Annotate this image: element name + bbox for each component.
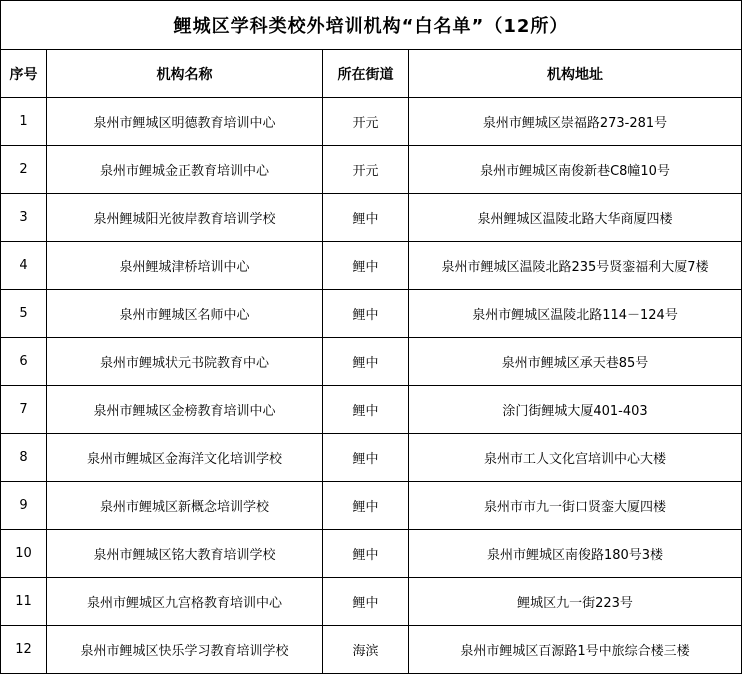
cell-name: 泉州市鲤城区金海洋文化培训学校 [47, 434, 323, 482]
cell-name: 泉州鲤城津桥培训中心 [47, 242, 323, 290]
cell-street: 海滨 [323, 626, 409, 674]
cell-index: 11 [1, 578, 47, 626]
cell-street: 鲤中 [323, 578, 409, 626]
column-header-index: 序号 [1, 50, 47, 98]
cell-name: 泉州市鲤城区快乐学习教育培训学校 [47, 626, 323, 674]
table-row [1, 194, 742, 242]
table-row [1, 578, 742, 626]
title-row [1, 1, 742, 50]
table-row [1, 338, 742, 386]
table-row [1, 290, 742, 338]
cell-street: 鲤中 [323, 338, 409, 386]
cell-name: 泉州鲤城阳光彼岸教育培训学校 [47, 194, 323, 242]
cell-street: 鲤中 [323, 434, 409, 482]
cell-address: 泉州鲤城区温陵北路大华商厦四楼 [409, 194, 742, 242]
cell-index: 9 [1, 482, 47, 530]
cell-address: 泉州市工人文化宫培训中心大楼 [409, 434, 742, 482]
cell-address: 泉州市鲤城区百源路1号中旅综合楼三楼 [409, 626, 742, 674]
table-row [1, 146, 742, 194]
table-row [1, 482, 742, 530]
cell-address: 泉州市鲤城区温陵北路235号贤銮福利大厦7楼 [409, 242, 742, 290]
cell-address: 泉州市鲤城区崇福路273-281号 [409, 98, 742, 146]
cell-address: 泉州市鲤城区温陵北路114－124号 [409, 290, 742, 338]
cell-name: 泉州市鲤城区金榜教育培训中心 [47, 386, 323, 434]
table-row [1, 530, 742, 578]
cell-index: 1 [1, 98, 47, 146]
cell-street: 鲤中 [323, 194, 409, 242]
cell-street: 鲤中 [323, 386, 409, 434]
column-header-street: 所在街道 [323, 50, 409, 98]
cell-index: 3 [1, 194, 47, 242]
cell-street: 鲤中 [323, 530, 409, 578]
cell-street: 鲤中 [323, 290, 409, 338]
table-row [1, 626, 742, 674]
table-title: 鲤城区学科类校外培训机构“白名单”（12所） [1, 1, 742, 50]
cell-name: 泉州市鲤城区名师中心 [47, 290, 323, 338]
cell-street: 开元 [323, 146, 409, 194]
cell-index: 2 [1, 146, 47, 194]
cell-address: 涂门街鲤城大厦401-403 [409, 386, 742, 434]
cell-street: 鲤中 [323, 482, 409, 530]
cell-address: 鲤城区九一街223号 [409, 578, 742, 626]
cell-address: 泉州市市九一街口贤銮大厦四楼 [409, 482, 742, 530]
cell-address: 泉州市鲤城区承天巷85号 [409, 338, 742, 386]
column-header-name: 机构名称 [47, 50, 323, 98]
cell-index: 12 [1, 626, 47, 674]
cell-street: 开元 [323, 98, 409, 146]
cell-index: 8 [1, 434, 47, 482]
cell-index: 4 [1, 242, 47, 290]
cell-index: 10 [1, 530, 47, 578]
table-row [1, 386, 742, 434]
cell-street: 鲤中 [323, 242, 409, 290]
cell-address: 泉州市鲤城区南俊路180号3楼 [409, 530, 742, 578]
column-header-address: 机构地址 [409, 50, 742, 98]
header-row [1, 50, 742, 98]
cell-name: 泉州市鲤城状元书院教育中心 [47, 338, 323, 386]
cell-name: 泉州市鲤城区明德教育培训中心 [47, 98, 323, 146]
cell-name: 泉州市鲤城区九宫格教育培训中心 [47, 578, 323, 626]
cell-address: 泉州市鲤城区南俊新巷C8幢10号 [409, 146, 742, 194]
cell-name: 泉州市鲤城区新概念培训学校 [47, 482, 323, 530]
cell-index: 6 [1, 338, 47, 386]
cell-index: 7 [1, 386, 47, 434]
table-row [1, 242, 742, 290]
table-body [1, 1, 742, 674]
table-row [1, 98, 742, 146]
cell-index: 5 [1, 290, 47, 338]
cell-name: 泉州市鲤城金正教育培训中心 [47, 146, 323, 194]
table-row [1, 434, 742, 482]
cell-name: 泉州市鲤城区铭大教育培训学校 [47, 530, 323, 578]
